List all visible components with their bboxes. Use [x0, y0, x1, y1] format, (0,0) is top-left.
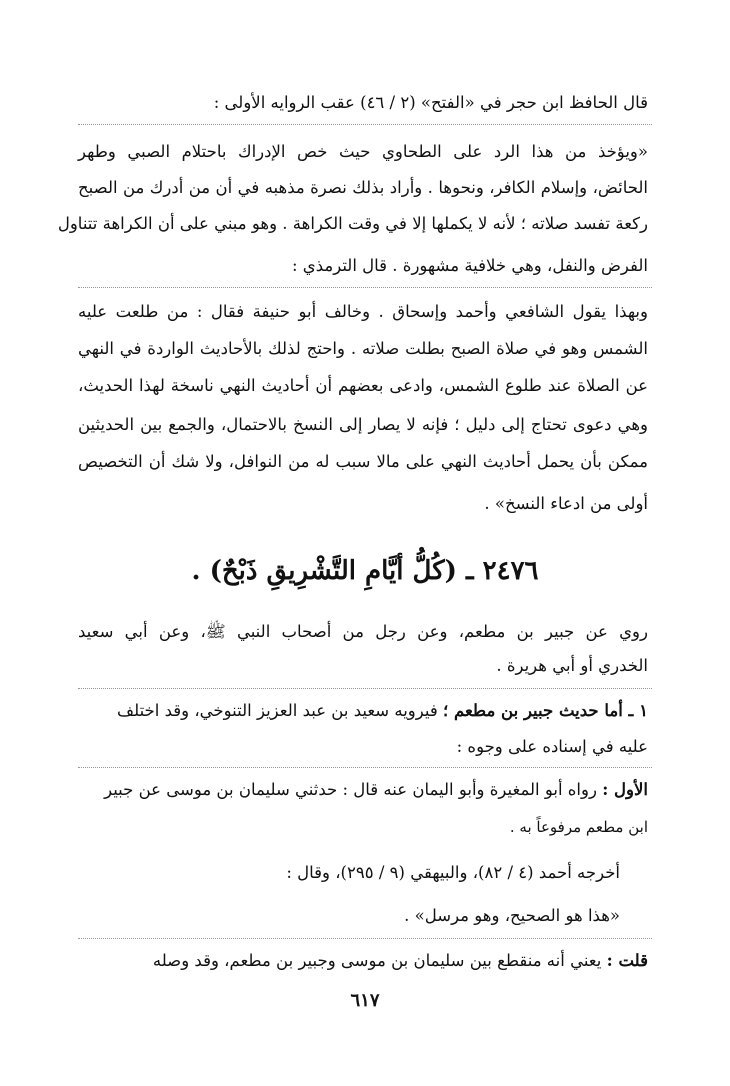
- section1-rest: فيرويه سعيد بن عبد العزيز التنوخي، وقد اختلف: [117, 701, 443, 720]
- quote1-line-4: الفرض والنفل، وهي خلافية مشهورة . قال الترمذي :: [292, 256, 648, 275]
- qultu-rest: يعني أنه منقطع بين سليمان بن موسى وجبير بن مطعم، وقد وصله: [152, 951, 607, 970]
- narration-line-2: الخدري أو أبي هريرة .: [496, 656, 648, 675]
- section1-line-2: عليه في إسناده على وجوه :: [456, 737, 648, 756]
- intro-line: قال الحافظ ابن حجر في «الفتح» (٢ / ٤٦) عقب الروايه الأولى :: [213, 93, 648, 112]
- quote2-line-2: الشمس وهو في صلاة الصبح بطلت صلاته . واحتج لذلك بالأحاديث الواردة في النهي: [78, 339, 648, 358]
- section1-line-1: [78, 697, 648, 725]
- separator-5: [78, 938, 652, 939]
- first-line-1: [78, 776, 648, 804]
- qultu-line: [78, 947, 648, 975]
- quote1-line-3: ركعة تفسد صلاته ؛ لأنه لا يكملها إلا في وقت الكراهة . وهو مبني على أن الكراهة تتناول: [57, 214, 648, 233]
- first-rest: رواه أبو المغيرة وأبو اليمان عنه قال : حدثني سليمان بن موسى عن جبير: [104, 780, 603, 799]
- quote2-line-5: ممكن بأن يحمل أحاديث النهي على مالا سبب له من النوافل، ولا شك أن التخصيص: [78, 452, 648, 471]
- first-lead: الأول :: [602, 780, 648, 799]
- takhrij-line: أخرجه أحمد (٤ / ٨٢)، والبيهقي (٩ / ٢٩٥)، وقال :: [286, 863, 620, 882]
- separator-2: [78, 287, 652, 288]
- quote2-line-4: وهي دعوى تحتاج إلى دليل ؛ فإنه لا يصار إلى النسخ بالاحتمال، والجمع بين الحديثين: [78, 415, 648, 434]
- narration-line-1: روي عن جبير بن مطعم، وعن رجل من أصحاب النبي ﷺ، وعن أبي سعيد: [78, 622, 648, 641]
- quote2-line-6: أولى من ادعاء النسخ» .: [484, 494, 648, 513]
- page-number: ٦١٧: [350, 990, 380, 1011]
- quote1-line-1: «ويؤخذ من هذا الرد على الطحاوي حيث خص الإدراك باحتلام الصبي وطهر: [78, 142, 648, 161]
- quote2-line-1: وبهذا يقول الشافعي وأحمد وإسحاق . وخالف أبو حنيفة فقال : من طلعت عليه: [78, 302, 648, 321]
- quote2-line-3: عن الصلاة عند طلوع الشمس، وادعى بعضهم أن أحاديث النهي ناسخة لهذا الحديث،: [78, 376, 648, 395]
- quote1-line-2: الحائض، وإسلام الكافر، ونحوها . وأراد بذلك نصرة مذهبه في أن من أدرك من الصبح: [78, 178, 648, 197]
- separator-3: [78, 688, 652, 689]
- section1-lead: ١ ـ أما حديث جبير بن مطعم ؛: [443, 701, 648, 720]
- separator-4: [78, 767, 652, 768]
- first-line-2: ابن مطعم مرفوعاً به .: [509, 818, 648, 836]
- hadith-title: ٢٤٧٦ ـ (كُلُّ أيَّامِ التَّشْرِيقِ ذَبْحٌ) .: [191, 556, 539, 586]
- qultu-lead: قلت :: [606, 951, 648, 970]
- separator-1: [78, 124, 652, 125]
- quote3-line: «هذا هو الصحيح، وهو مرسل» .: [404, 906, 620, 925]
